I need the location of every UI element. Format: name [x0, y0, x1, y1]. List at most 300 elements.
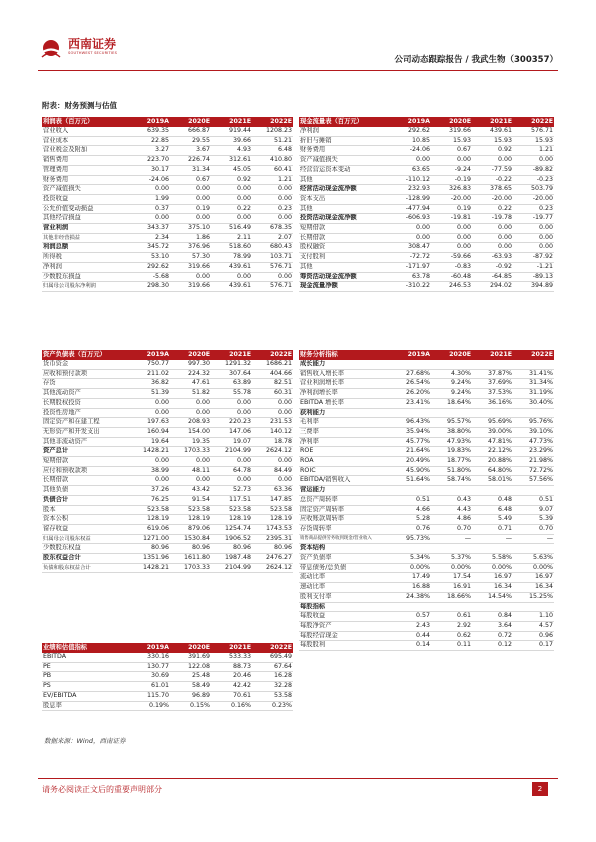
row-value: 23.41%: [390, 398, 431, 408]
row-label: 筹资活动现金流净额: [299, 272, 390, 282]
table-row: [42, 701, 293, 711]
table-row: [299, 486, 554, 496]
row-value: 5.28: [390, 515, 431, 525]
table-row: [42, 282, 293, 292]
table-row: [42, 515, 293, 525]
row-label: 其他非经营损益: [42, 233, 129, 243]
row-label: 财务费用: [42, 175, 129, 185]
row-value: 0.76: [390, 524, 431, 534]
row-value: 18.66%: [431, 592, 472, 602]
row-value: 60.41: [252, 165, 293, 175]
table-row: [299, 515, 554, 525]
row-value: 0.00: [129, 476, 170, 486]
row-value: [513, 360, 554, 369]
row-value: 32.28: [252, 682, 293, 692]
year-header: 2022E: [252, 350, 293, 360]
row-value: 17.49: [390, 573, 431, 583]
row-value: 0.00: [431, 233, 472, 243]
row-value: 5.58%: [472, 554, 513, 564]
row-value: 376.96: [170, 243, 211, 253]
row-value: 64.78: [211, 466, 252, 476]
table-title: 现金流量表（百万元）: [299, 117, 390, 127]
table-row: [42, 544, 293, 554]
row-label: 每股指标: [299, 602, 390, 612]
row-value: 0.00: [472, 224, 513, 234]
row-value: 20.46: [211, 672, 252, 682]
row-value: 72.72%: [513, 466, 554, 476]
row-value: 3.27: [129, 146, 170, 156]
row-label: 流动比率: [299, 573, 390, 583]
row-value: 18.78: [252, 437, 293, 447]
table-row: [42, 262, 293, 272]
row-value: 391.69: [170, 653, 211, 662]
appendix-title: 附表：财务预测与估值: [42, 101, 117, 110]
row-value: 147.85: [252, 495, 293, 505]
row-value: 0.00: [252, 476, 293, 486]
row-label: 归属母公司股东权益: [42, 534, 129, 544]
row-value: 6.48: [252, 146, 293, 156]
row-value: 1686.21: [252, 360, 293, 369]
table-row: [299, 136, 554, 146]
row-label: 资本公积: [42, 515, 129, 525]
row-value: 0.44: [390, 631, 431, 641]
row-value: 1271.00: [129, 534, 170, 544]
data-source-note: 数据来源：Wind，西南证券: [44, 737, 126, 745]
row-value: 0.23: [252, 204, 293, 214]
row-value: 516.49: [211, 224, 252, 234]
row-value: 997.30: [170, 360, 211, 369]
row-value: -89.82: [513, 165, 554, 175]
row-label: 经营营运资本变动: [299, 165, 390, 175]
table-row: [42, 136, 293, 146]
table-title: 资产负债表（百万元）: [42, 350, 129, 360]
row-value: 0.00: [170, 476, 211, 486]
row-label: 其他流动资产: [42, 389, 129, 399]
row-value: 61.01: [129, 682, 170, 692]
row-value: 375.10: [170, 224, 211, 234]
table-row: [42, 233, 293, 243]
row-value: 39.00%: [472, 427, 513, 437]
row-value: 298.30: [129, 282, 170, 292]
row-value: 1428.21: [129, 563, 170, 573]
table-row: [42, 457, 293, 467]
row-value: 70.61: [211, 691, 252, 701]
row-label: 负债合计: [42, 495, 129, 505]
row-value: 22.85: [129, 136, 170, 146]
row-value: 26.54%: [390, 379, 431, 389]
row-label: 股息率: [42, 701, 129, 711]
row-value: 35.94%: [390, 427, 431, 437]
row-value: 51.21: [252, 136, 293, 146]
row-value: 680.43: [252, 243, 293, 253]
row-value: -0.23: [513, 175, 554, 185]
table-row: [42, 524, 293, 534]
row-value: [472, 486, 513, 496]
row-value: 2624.12: [252, 447, 293, 457]
row-value: 0.00: [472, 243, 513, 253]
row-label: 其他: [299, 262, 390, 272]
row-value: 1743.53: [252, 524, 293, 534]
row-value: 9.07: [513, 505, 554, 515]
row-value: 1.10: [513, 612, 554, 622]
row-value: 0.00: [129, 398, 170, 408]
row-label: 速动比率: [299, 583, 390, 593]
row-value: 292.62: [129, 262, 170, 272]
row-value: 0.00: [252, 457, 293, 467]
row-value: 3.67: [170, 146, 211, 156]
row-value: 0.19%: [129, 701, 170, 711]
row-value: 16.97: [513, 573, 554, 583]
table-row: [299, 544, 554, 554]
table-row: [42, 398, 293, 408]
row-value: 0.00: [129, 457, 170, 467]
row-value: 0.00: [472, 233, 513, 243]
row-value: 14.54%: [472, 592, 513, 602]
row-label: 销售商品提供劳务收到现金/营业收入: [299, 534, 390, 544]
row-value: 0.00: [513, 243, 554, 253]
row-value: -477.94: [390, 204, 431, 214]
row-value: [513, 486, 554, 496]
row-value: 439.61: [211, 262, 252, 272]
row-value: 1703.33: [170, 447, 211, 457]
row-value: 0.48: [472, 495, 513, 505]
row-value: 95.73%: [390, 534, 431, 544]
row-value: 51.82: [170, 389, 211, 399]
row-label: ROA: [299, 457, 390, 467]
row-value: 0.23: [513, 204, 554, 214]
row-value: 0.00: [431, 224, 472, 234]
row-value: -19.78: [472, 214, 513, 224]
logo-chinese-name: 西南证券: [68, 37, 117, 51]
table-row: [299, 127, 554, 136]
row-value: 410.80: [252, 156, 293, 166]
row-value: -77.59: [472, 165, 513, 175]
table-row: [42, 682, 293, 692]
row-value: -24.06: [129, 175, 170, 185]
row-value: 19.07: [211, 437, 252, 447]
row-label: 每股经营现金: [299, 631, 390, 641]
row-label: 应付和预收款项: [42, 466, 129, 476]
row-value: 16.91: [431, 583, 472, 593]
table-row: [299, 272, 554, 282]
row-label: 其他负债: [42, 486, 129, 496]
row-label: 存货周转率: [299, 524, 390, 534]
year-header: 2019A: [129, 117, 170, 127]
table-row: [299, 398, 554, 408]
row-value: [472, 602, 513, 612]
year-header: 2021E: [472, 350, 513, 360]
row-value: 0.00: [211, 408, 252, 418]
row-value: 58.01%: [472, 476, 513, 486]
row-value: 0.00: [390, 156, 431, 166]
row-value: 0.00: [211, 194, 252, 204]
row-value: 0.00: [252, 185, 293, 195]
row-value: 223.70: [129, 156, 170, 166]
row-label: 长期股权投资: [42, 398, 129, 408]
row-value: 0.00%: [472, 563, 513, 573]
row-value: 47.61: [170, 379, 211, 389]
table-row: [299, 534, 554, 544]
row-value: 0.00: [252, 194, 293, 204]
table-row: [299, 563, 554, 573]
row-value: 523.58: [252, 505, 293, 515]
row-value: 0.19: [431, 204, 472, 214]
row-value: -20.00: [513, 194, 554, 204]
row-label: 投资性房地产: [42, 408, 129, 418]
row-value: 4.93: [211, 146, 252, 156]
row-value: 16.28: [252, 672, 293, 682]
row-value: 10.85: [390, 136, 431, 146]
row-value: 695.49: [252, 653, 293, 662]
row-label: 管理费用: [42, 165, 129, 175]
row-value: [431, 544, 472, 554]
row-value: 24.38%: [390, 592, 431, 602]
row-value: [390, 360, 431, 369]
row-value: 140.12: [252, 427, 293, 437]
row-value: [431, 408, 472, 418]
row-label: 带息债务/总负债: [299, 563, 390, 573]
row-value: 15.93: [431, 136, 472, 146]
row-value: 2.07: [252, 233, 293, 243]
row-value: 63.36: [252, 486, 293, 496]
row-value: 211.02: [129, 369, 170, 379]
row-label: 长期借款: [42, 476, 129, 486]
row-value: 0.22: [472, 204, 513, 214]
table-row: [299, 156, 554, 166]
row-value: 0.72: [472, 631, 513, 641]
row-label: 资本结构: [299, 544, 390, 554]
row-value: 0.00: [472, 156, 513, 166]
row-value: 95.57%: [431, 418, 472, 428]
row-value: 23.29%: [513, 447, 554, 457]
row-label: 货币资金: [42, 360, 129, 369]
row-value: 4.30%: [431, 369, 472, 379]
row-value: —: [513, 534, 554, 544]
row-value: 16.88: [390, 583, 431, 593]
row-value: 226.74: [170, 156, 211, 166]
row-value: 122.08: [170, 662, 211, 672]
row-label: EBITDA: [42, 653, 129, 662]
row-value: 0.17: [513, 641, 554, 651]
row-label: 净利润: [299, 127, 390, 136]
row-value: 20.88%: [472, 457, 513, 467]
financial-ratios-table: [299, 350, 554, 651]
table-row: [42, 408, 293, 418]
row-label: 其他经营损益: [42, 214, 129, 224]
row-value: 103.71: [252, 253, 293, 263]
cashflow-statement-table: [299, 117, 554, 292]
table-row: [42, 185, 293, 195]
row-value: 22.12%: [472, 447, 513, 457]
row-value: 31.34: [170, 165, 211, 175]
row-value: 80.96: [170, 544, 211, 554]
row-value: 1291.32: [211, 360, 252, 369]
row-label: PS: [42, 682, 129, 692]
row-value: 95.69%: [472, 418, 513, 428]
row-value: 319.66: [431, 127, 472, 136]
row-value: 0.92: [472, 146, 513, 156]
table-row: [299, 243, 554, 253]
row-value: 117.51: [211, 495, 252, 505]
row-label: 资本支出: [299, 194, 390, 204]
row-value: 154.00: [170, 427, 211, 437]
row-value: 0.00: [170, 185, 211, 195]
row-value: 0.84: [472, 612, 513, 622]
row-value: 0.00: [211, 457, 252, 467]
row-value: [431, 486, 472, 496]
row-value: 404.66: [252, 369, 293, 379]
row-value: 0.71: [472, 524, 513, 534]
row-value: 0.43: [431, 495, 472, 505]
row-value: 0.23%: [252, 701, 293, 711]
row-value: 0.00: [252, 272, 293, 282]
row-value: 307.64: [211, 369, 252, 379]
table-row: [299, 602, 554, 612]
table-row: [299, 408, 554, 418]
row-value: 47.81%: [472, 437, 513, 447]
row-value: 2476.27: [252, 554, 293, 564]
table-header-row: [299, 117, 554, 127]
row-value: 0.00: [129, 185, 170, 195]
table-row: [299, 592, 554, 602]
row-value: 0.00: [170, 272, 211, 282]
table-row: [42, 437, 293, 447]
row-value: 128.19: [170, 515, 211, 525]
table-row: [299, 233, 554, 243]
row-value: 128.19: [211, 515, 252, 525]
row-value: 2104.99: [211, 563, 252, 573]
table-row: [42, 466, 293, 476]
row-value: 294.02: [472, 282, 513, 292]
table-row: [42, 272, 293, 282]
row-label: 资产减值损失: [299, 156, 390, 166]
row-value: 51.64%: [390, 476, 431, 486]
row-label: 所得税: [42, 253, 129, 263]
row-value: -63.93: [472, 253, 513, 263]
table-row: [299, 612, 554, 622]
table-row: [42, 447, 293, 457]
row-value: 378.65: [472, 185, 513, 195]
row-value: 345.72: [129, 243, 170, 253]
row-value: 619.06: [129, 524, 170, 534]
row-value: -0.92: [472, 262, 513, 272]
table-row: [42, 156, 293, 166]
table-title: 业绩和估值指标: [42, 643, 129, 653]
row-value: 16.97: [472, 573, 513, 583]
table-row: [42, 253, 293, 263]
row-value: 1530.84: [170, 534, 211, 544]
row-value: 0.00: [252, 214, 293, 224]
row-value: 51.39: [129, 389, 170, 399]
year-header: 2021E: [211, 117, 252, 127]
table-row: [299, 418, 554, 428]
row-label: 其他: [299, 204, 390, 214]
row-value: 879.06: [170, 524, 211, 534]
row-value: [390, 602, 431, 612]
row-value: 576.71: [252, 282, 293, 292]
row-value: 197.63: [129, 418, 170, 428]
table-header-row: [42, 643, 293, 653]
row-value: [513, 408, 554, 418]
table-row: [299, 476, 554, 486]
table-row: [299, 631, 554, 641]
row-label: 毛利率: [299, 418, 390, 428]
row-label: 每股股利: [299, 641, 390, 651]
row-value: 2.11: [211, 233, 252, 243]
row-value: -19.77: [513, 214, 554, 224]
row-value: 20.49%: [390, 457, 431, 467]
table-row: [299, 360, 554, 369]
row-label: 公允价值变动损益: [42, 204, 129, 214]
row-value: 19.64: [129, 437, 170, 447]
row-value: 0.00: [170, 398, 211, 408]
table-row: [42, 369, 293, 379]
row-value: 48.11: [170, 466, 211, 476]
row-value: 58.49: [170, 682, 211, 692]
row-value: 0.19: [170, 204, 211, 214]
row-value: 2.34: [129, 233, 170, 243]
row-value: 5.39: [513, 515, 554, 525]
row-label: 财务费用: [299, 146, 390, 156]
table-row: [299, 641, 554, 651]
row-value: 231.53: [252, 418, 293, 428]
row-value: 43.42: [170, 486, 211, 496]
row-value: 292.62: [390, 127, 431, 136]
table-row: [299, 253, 554, 263]
row-value: 1208.23: [252, 127, 293, 136]
row-value: -59.66: [431, 253, 472, 263]
row-value: 1703.33: [170, 563, 211, 573]
table-row: [299, 175, 554, 185]
row-value: 439.61: [211, 282, 252, 292]
row-value: 1611.80: [170, 554, 211, 564]
row-value: 224.32: [170, 369, 211, 379]
row-value: 1987.48: [211, 554, 252, 564]
row-label: 总资产周转率: [299, 495, 390, 505]
row-value: 0.00: [129, 408, 170, 418]
row-value: -128.99: [390, 194, 431, 204]
row-value: 30.17: [129, 165, 170, 175]
row-value: 232.93: [390, 185, 431, 195]
row-value: 2.92: [431, 621, 472, 631]
row-label: EBITDA 增长率: [299, 398, 390, 408]
row-value: 45.77%: [390, 437, 431, 447]
row-value: -0.22: [472, 175, 513, 185]
year-header: 2021E: [211, 643, 252, 653]
table-row: [299, 204, 554, 214]
row-value: 2104.99: [211, 447, 252, 457]
row-value: -0.19: [431, 175, 472, 185]
row-label: 应收账款周转率: [299, 515, 390, 525]
row-value: 9.24%: [431, 379, 472, 389]
row-value: 0.00: [211, 272, 252, 282]
income-statement-table: [42, 117, 293, 292]
row-value: 82.51: [252, 379, 293, 389]
row-value: 0.00: [252, 398, 293, 408]
row-value: 919.44: [211, 127, 252, 136]
table-row: [42, 534, 293, 544]
row-value: 18.77%: [431, 457, 472, 467]
year-header: 2022E: [252, 117, 293, 127]
year-header: 2022E: [513, 350, 554, 360]
table-header-row: [42, 350, 293, 360]
row-label: 应收和预付款项: [42, 369, 129, 379]
row-value: 0.14: [390, 641, 431, 651]
row-value: 503.79: [513, 185, 554, 195]
row-value: 0.00: [129, 214, 170, 224]
row-value: -9.24: [431, 165, 472, 175]
row-value: 1428.21: [129, 447, 170, 457]
